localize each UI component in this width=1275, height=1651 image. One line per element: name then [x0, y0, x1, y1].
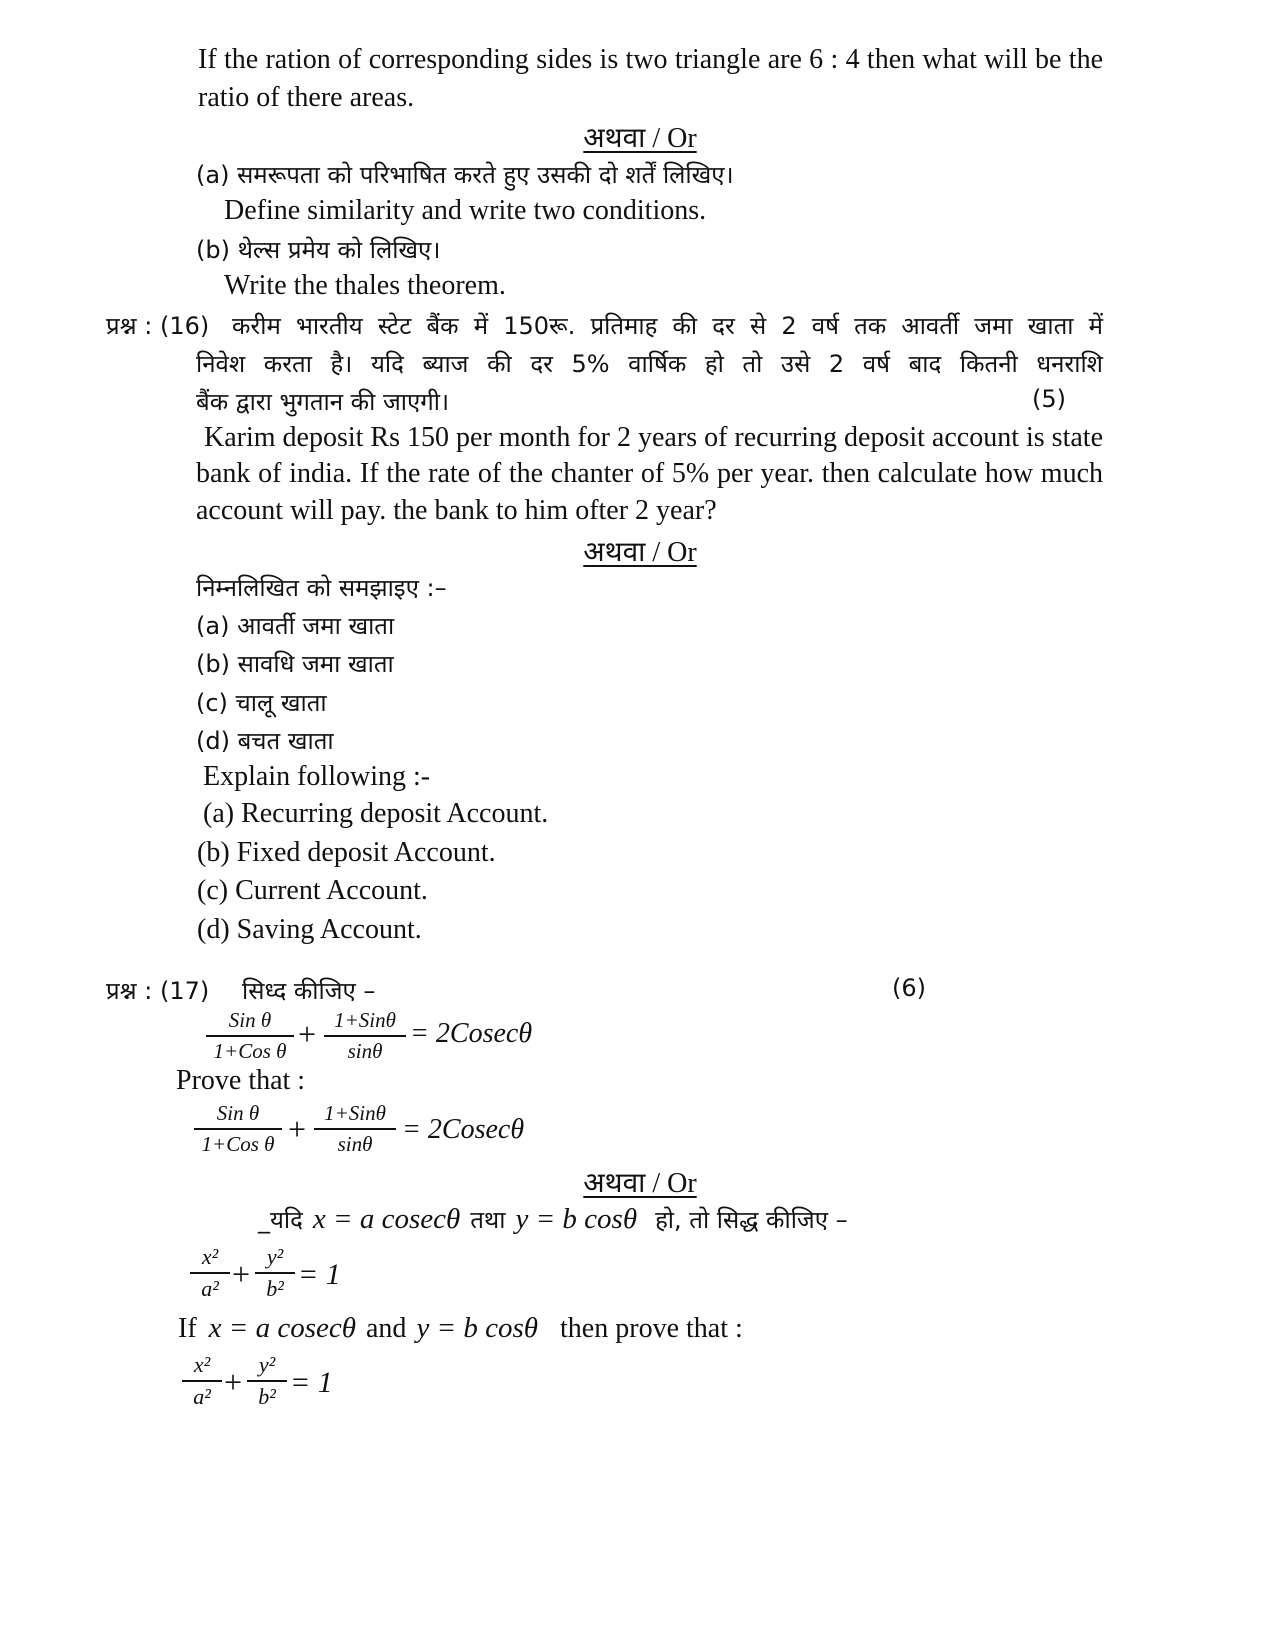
fraction: Sin θ 1+Cos θ — [194, 1101, 282, 1157]
equation-rhs: = 1 — [298, 1258, 341, 1291]
fraction: 1+Sinθ sinθ — [324, 1008, 406, 1064]
q16-alt-intro-hindi: निम्नलिखित को समझाइए :– — [196, 574, 447, 602]
q15-text-line-1: If the ration of corresponding sides is two triangle are 6 : 4 then what will be the — [198, 44, 1103, 75]
q15-text-line-2: ratio of there areas. — [198, 82, 415, 113]
q16-english-line-3: account will pay. the bank to him ofter 2 year? — [196, 495, 717, 526]
or-divider: अथवा / Or — [583, 1168, 697, 1199]
q16-alt-item-hindi: (c) चालू खाता — [196, 689, 327, 717]
q16-hindi-line-2: निवेश करता है। यदि ब्याज की दर 5% वार्षिक हो तो उसे 2 वर्ष बाद कितनी धनराशि — [196, 350, 1103, 378]
fraction: $\frac{\text{x²}}{\text{a²}}$ — [182, 1352, 222, 1410]
q17-title-hindi: सिध्द कीजिए – — [242, 977, 376, 1005]
q15-alt-b-english: Write the thales theorem. — [224, 270, 506, 301]
q16-alt-item-english: (d) Saving Account. — [197, 914, 422, 945]
q17-number: प्रश्न : (17) — [106, 977, 210, 1005]
plus-sign: + — [232, 1256, 251, 1292]
q16-marks: (5) — [1032, 385, 1066, 413]
fraction: Sin θ 1+Cos θ — [206, 1008, 294, 1064]
q17-marks: (6) — [892, 974, 926, 1002]
fraction: $\frac{\text{x²}}{\text{a²}}$ — [190, 1244, 230, 1302]
or-divider: अथवा / Or — [583, 123, 697, 154]
q16-english-line-2: bank of india. If the rate of the chanter of 5% per year. then calculate how much — [196, 458, 1103, 489]
q16-hindi-line-1: करीम भारतीय स्टेट बैंक में 150रू. प्रतिमाह की दर से 2 वर्ष तक आवर्ती जमा खाता में — [232, 312, 1103, 340]
q15-alt-a-english: Define similarity and write two conditions. — [224, 195, 707, 226]
q17-alt-hindi-line: _यदि x = a cosecθ तथा y = b cosθ हो, तो सिद्ध कीजिए – — [258, 1203, 848, 1235]
fraction: 1+Sinθ sinθ — [314, 1101, 396, 1157]
prove-that-label: Prove that : — [176, 1065, 306, 1096]
q16-alt-item-english: (b) Fixed deposit Account. — [197, 837, 496, 868]
q16-english-line-1: Karim deposit Rs 150 per month for 2 years of recurring deposit account is state — [204, 422, 1103, 453]
q15-alt-b-hindi: (b) थेल्स प्रमेय को लिखिए। — [196, 236, 441, 264]
q16-alt-item-hindi: (a) आवर्ती जमा खाता — [196, 612, 395, 640]
q16-alt-item-hindi: (d) बचत खाता — [196, 727, 334, 755]
q16-alt-item-english: (c) Current Account. — [197, 875, 428, 906]
plus-sign: + — [298, 1016, 317, 1052]
fraction: $\frac{\text{y²}}{\text{b²}}$ — [247, 1352, 287, 1410]
equation-rhs: = 1 — [290, 1366, 333, 1399]
equation-rhs: = 2Cosecθ — [402, 1114, 525, 1145]
plus-sign: + — [224, 1364, 243, 1400]
or-divider: अथवा / Or — [583, 537, 697, 568]
plus-sign: + — [288, 1111, 307, 1147]
equation-rhs: = 2Cosecθ — [410, 1018, 533, 1049]
fraction: $\frac{\text{y²}}{\text{b²}}$ — [255, 1244, 295, 1302]
q16-hindi-line-3: बैंक द्वारा भुगतान की जाएगी। — [196, 388, 450, 416]
q16-alt-intro-english: Explain following :- — [203, 761, 431, 792]
q15-alt-a-hindi: (a) समरूपता को परिभाषित करते हुए उसकी दो शर्तें लिखिए। — [196, 161, 734, 189]
q16-alt-item-hindi: (b) सावधि जमा खाता — [196, 650, 394, 678]
q16-number: प्रश्न : (16) — [106, 312, 210, 340]
q16-alt-item-english: (a) Recurring deposit Account. — [203, 798, 549, 829]
q17-alt-english-line: If x = a cosecθ and y = b cosθ then prove that : — [178, 1312, 743, 1344]
